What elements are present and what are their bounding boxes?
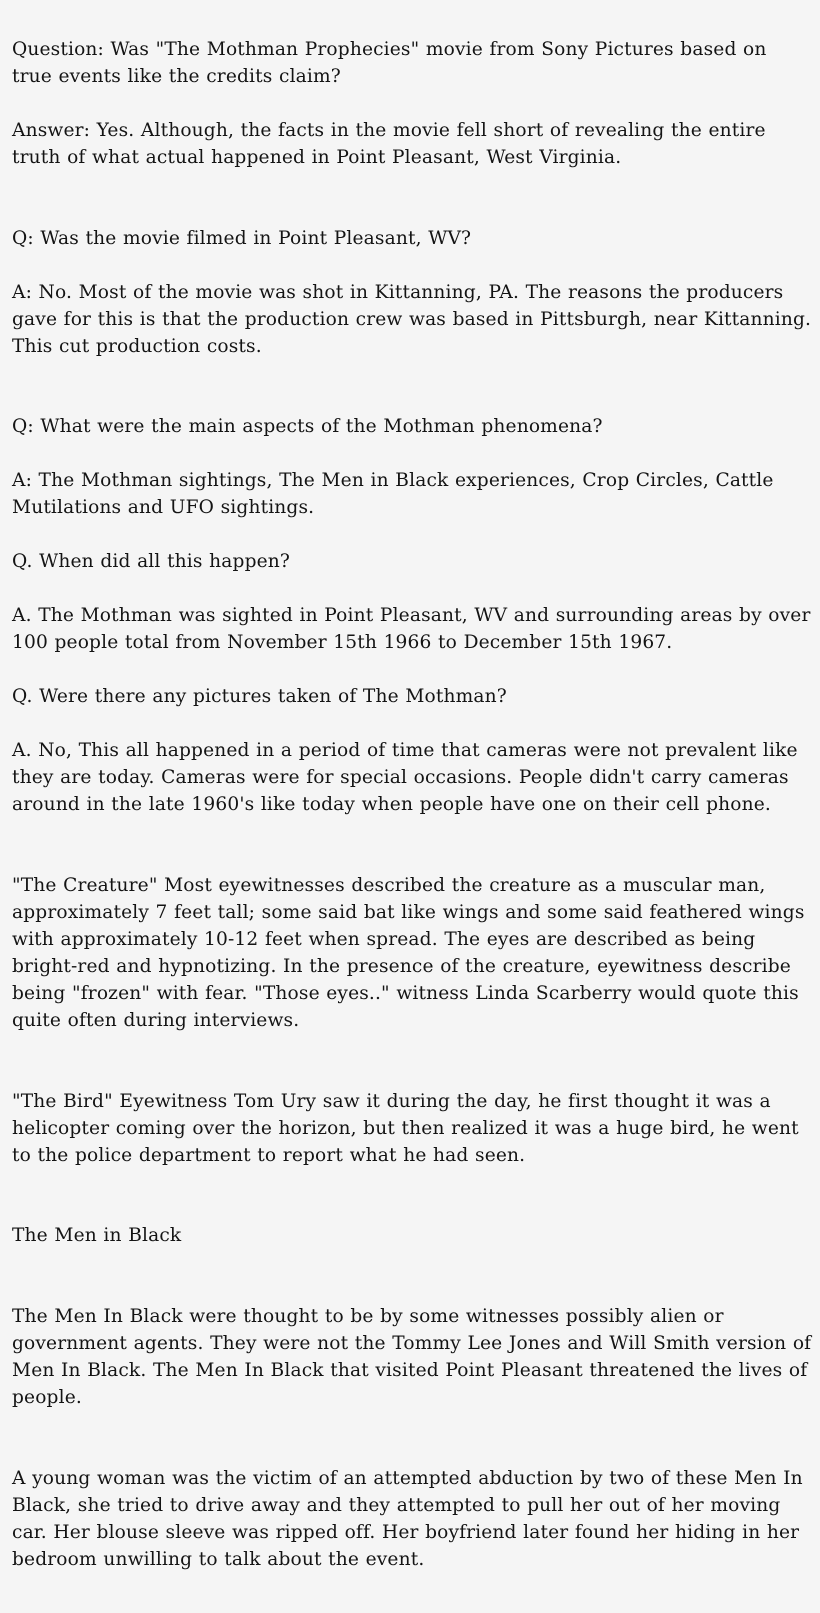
abduction-paragraph: A young woman was the victim of an attempted abduction by two of these Men In Black, she tried to drive away and they attempted to pull her out of her moving car. Her blouse sleeve was ripped off. Her boyfriend later found her hiding in her bedroom unwilling to talk about the event. — [12, 1468, 803, 1570]
creature-description: "The Creature" Most eyewitnesses described the creature as a muscular man, approximately 7 feet tall; some said bat like wings and some said feathered wings with approximately 10-12 feet when spread. The eyes are described as being bright-red and hypnotizing. In the presence of the creature, eyewitness describe being "frozen" with fear. "Those eyes.." witness Linda Scarberry would quote this quite often during interviews. — [12, 875, 805, 1031]
question-filming-location: Q: Was the movie filmed in Point Pleasant, WV? — [12, 228, 472, 249]
answer-when: A. The Mothman was sighted in Point Pleasant, WV and surrounding areas by over 100 people total from November 15th 1966 to December 15th 1967. — [12, 605, 811, 653]
question-main-aspects: Q: What were the main aspects of the Mothman phenomena? — [12, 416, 603, 437]
question-movie-true-events: Question: Was "The Mothman Prophecies" movie from Sony Pictures based on true events like the credits claim? — [12, 39, 767, 87]
men-in-black-paragraph: The Men In Black were thought to be by some witnesses possibly alien or government agents. They were not the Tommy Lee Jones and Will Smith version of Men In Black. The Men In Black that visited Point Pleasant threatened the lives of people. — [12, 1306, 812, 1408]
question-when: Q. When did all this happen? — [12, 551, 291, 572]
men-in-black-heading: The Men in Black — [12, 1225, 182, 1246]
answer-pictures: A. No, This all happened in a period of time that cameras were not prevalent like they are today. Cameras were for special occasions. People didn't carry cameras around in the late 1960's like today when people have one on their cell phone. — [12, 740, 798, 815]
answer-movie-true-events: Answer: Yes. Although, the facts in the movie fell short of revealing the entire truth of what actual happened in Point Pleasant, West Virginia. — [12, 120, 766, 168]
answer-filming-location: A: No. Most of the movie was shot in Kittanning, PA. The reasons the producers gave for this is that the production crew was based in Pittsburgh, near Kittanning. This cut production costs. — [12, 282, 812, 357]
bird-description: "The Bird" Eyewitness Tom Ury saw it during the day, he first thought it was a helicopter coming over the horizon, but then realized it was a huge bird, he went to the police department to report what he had seen. — [12, 1091, 799, 1166]
answer-main-aspects: A: The Mothman sightings, The Men in Black experiences, Crop Circles, Cattle Mutilations and UFO sightings. — [12, 470, 774, 518]
question-pictures: Q. Were there any pictures taken of The Mothman? — [12, 686, 507, 707]
